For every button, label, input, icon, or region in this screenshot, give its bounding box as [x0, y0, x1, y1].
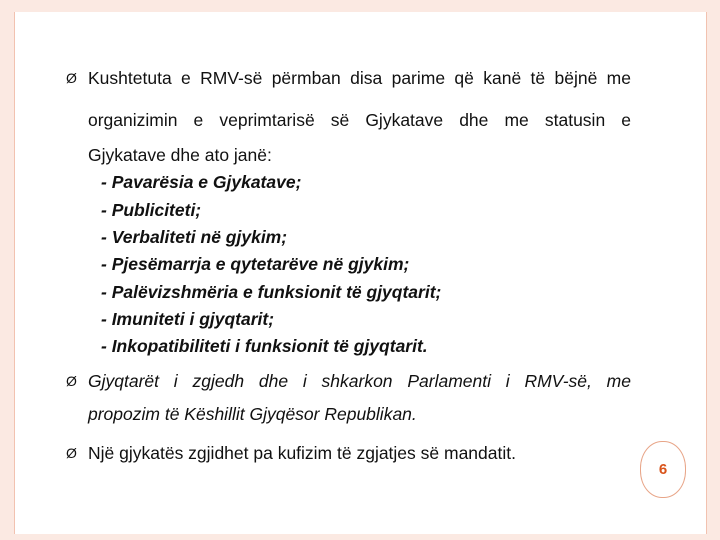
subitem: - Publiciteti;: [101, 200, 202, 220]
subitem: - Inkopatibiliteti i funksionit të gjyqtarit.: [101, 336, 428, 356]
bullet-1-line-1: Kushtetuta e RMV-së përmban disa parime që kanë të bëjnë me: [88, 68, 631, 88]
arrow-bullet-icon: Ø: [66, 373, 77, 389]
bullet-2-line-1: Gjyqtarët i zgjedh dhe i shkarkon Parlamenti i RMV-së, me: [88, 371, 631, 391]
bullet-1-line-3: Gjykatave dhe ato janë:: [88, 145, 272, 165]
bullet-3-line-1: Një gjykatës zgjidhet pa kufizim të zgjatjes së mandatit.: [88, 443, 516, 463]
page-number-badge: [640, 441, 686, 498]
subitem: - Pavarësia e Gjykatave;: [101, 172, 302, 192]
arrow-bullet-icon: Ø: [66, 445, 77, 461]
arrow-bullet-icon: Ø: [66, 70, 77, 86]
subitem: - Imuniteti i gjyqtarit;: [101, 309, 275, 329]
subitem: - Pjesëmarrja e qytetarëve në gjykim;: [101, 254, 410, 274]
page-number: 6: [658, 461, 668, 478]
bullet-1-line-2: organizimin e veprimtarisë së Gjykatave dhe me statusin e: [88, 110, 631, 130]
subitem: - Verbaliteti në gjykim;: [101, 227, 288, 247]
bullet-2-line-2: propozim të Këshillit Gjyqësor Republikan.: [88, 404, 417, 424]
subitem: - Palëvizshmëria e funksionit të gjyqtarit;: [101, 282, 442, 302]
